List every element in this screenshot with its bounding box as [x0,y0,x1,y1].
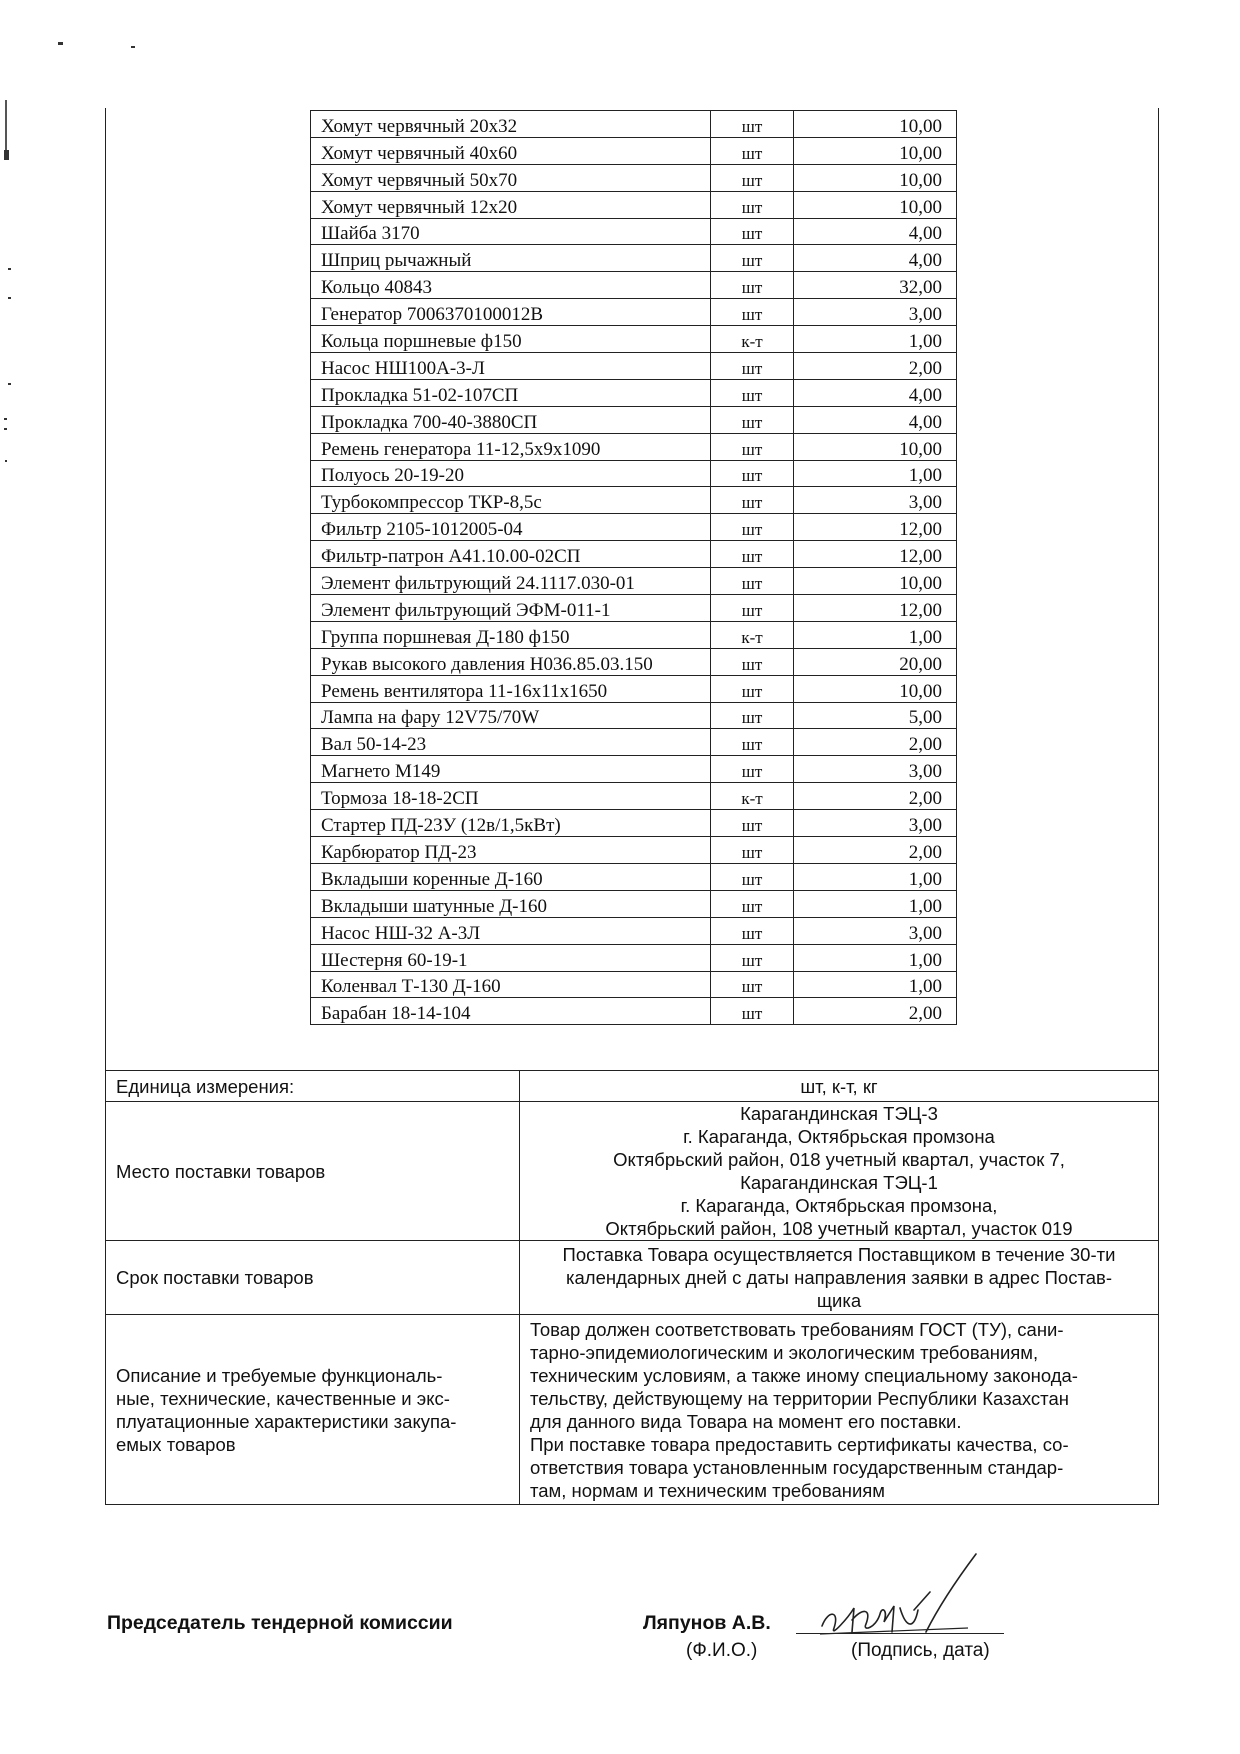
item-name: Стартер ПД-23У (12в/1,5кВт) [311,810,711,837]
place-line: г. Караганда, Октябрьская промзона, [680,1195,998,1216]
item-unit: шт [711,245,794,272]
chairman-title: Председатель тендерной комиссии [107,1612,453,1634]
item-row [311,863,957,890]
item-unit: к-т [711,326,794,353]
place-line: Карагандинская ТЭЦ-3 [740,1103,938,1124]
description-line: тарно-эпидемиологическим и экологическим требованиям, [530,1341,1039,1363]
item-qty: 2,00 [794,353,957,380]
item-row [311,890,957,917]
scan-speck [4,428,7,430]
item-row [311,702,957,729]
item-unit: к-т [711,621,794,648]
place-line: Октябрьский район, 018 учетный квартал, участок 7, [613,1149,1065,1170]
item-qty: 1,00 [794,326,957,353]
frame-right-border [1158,108,1159,1070]
item-unit: шт [711,137,794,164]
item-row [311,137,957,164]
item-name: Хомут червячный 50x70 [311,164,711,191]
description-line: там, нормам и техническим требованиям [530,1479,886,1501]
item-row [311,191,957,218]
item-qty: 1,00 [794,890,957,917]
item-unit: шт [711,890,794,917]
item-qty: 2,00 [794,783,957,810]
item-name: Карбюратор ПД-23 [311,837,711,864]
item-qty: 10,00 [794,191,957,218]
term-line: щика [816,1290,862,1311]
item-qty: 2,00 [794,998,957,1025]
description-line: техническим условиям, а также иному специальному законода- [530,1364,1078,1386]
item-unit: шт [711,863,794,890]
item-name: Ремень генератора 11-12,5x9x1090 [311,433,711,460]
unit-row [106,1071,1159,1102]
description-line: При поставке товара предоставить сертификаты качества, со- [530,1433,1069,1455]
item-row [311,621,957,648]
item-name: Прокладка 51-02-107СП [311,379,711,406]
item-row [311,541,957,568]
item-row [311,164,957,191]
item-row [311,245,957,272]
item-unit: шт [711,433,794,460]
item-name: Генератор 7006370100012В [311,299,711,326]
handwritten-signature [818,1548,988,1648]
item-name: Ремень вентилятора 11-16x11x1650 [311,675,711,702]
item-qty: 1,00 [794,863,957,890]
description-label-line: Описание и требуемые функциональ- [116,1364,443,1386]
item-qty: 2,00 [794,729,957,756]
item-qty: 10,00 [794,111,957,138]
item-row [311,326,957,353]
place-line: Карагандинская ТЭЦ-1 [740,1172,938,1193]
item-qty: 12,00 [794,595,957,622]
item-unit: шт [711,111,794,138]
item-qty: 1,00 [794,944,957,971]
term-row [106,1241,1159,1315]
item-unit: шт [711,702,794,729]
item-name: Вал 50-14-23 [311,729,711,756]
place-label: Место поставки товаров [106,1102,520,1241]
item-unit: шт [711,353,794,380]
item-unit: шт [711,729,794,756]
item-qty: 1,00 [794,460,957,487]
details-table [105,1070,1159,1505]
description-label-line: емых товаров [116,1433,236,1455]
description-line: ответствия товара установленным государственным стандар- [530,1456,1064,1478]
item-name: Тормоза 18-18-2СП [311,783,711,810]
item-name: Кольца поршневые ф150 [311,326,711,353]
item-unit: шт [711,487,794,514]
place-value [520,1102,1159,1241]
item-qty: 32,00 [794,272,957,299]
item-qty: 12,00 [794,541,957,568]
description-row [106,1315,1159,1505]
item-qty: 10,00 [794,164,957,191]
item-unit: шт [711,272,794,299]
item-unit: шт [711,971,794,998]
item-unit: шт [711,541,794,568]
chairman-name: Ляпунов А.В. [643,1612,771,1634]
item-unit: к-т [711,783,794,810]
item-row [311,299,957,326]
item-qty: 3,00 [794,299,957,326]
item-row [311,971,957,998]
item-name: Хомут червячный 12x20 [311,191,711,218]
item-qty: 10,00 [794,675,957,702]
item-row [311,944,957,971]
item-row [311,111,957,138]
fio-caption: (Ф.И.О.) [686,1640,758,1661]
item-qty: 1,00 [794,971,957,998]
place-line: г. Караганда, Октябрьская промзона [683,1126,995,1147]
description-value [520,1315,1159,1505]
unit-value: шт, к-т, кг [520,1071,1159,1102]
item-row [311,460,957,487]
term-value [520,1241,1159,1315]
item-row [311,353,957,380]
item-qty: 12,00 [794,514,957,541]
item-unit: шт [711,406,794,433]
item-unit: шт [711,164,794,191]
scan-speck [4,150,9,160]
scan-speck [131,46,135,48]
item-name: Насос НШ-32 А-3Л [311,917,711,944]
scan-speck [5,460,7,462]
item-qty: 3,00 [794,756,957,783]
item-qty: 3,00 [794,487,957,514]
item-unit: шт [711,191,794,218]
item-qty: 4,00 [794,379,957,406]
item-name: Шестерня 60-19-1 [311,944,711,971]
item-unit: шт [711,837,794,864]
item-name: Фильтр 2105-1012005-04 [311,514,711,541]
item-qty: 10,00 [794,433,957,460]
item-name: Полуось 20-19-20 [311,460,711,487]
scan-speck [8,268,11,270]
items-table [310,110,957,1025]
item-name: Группа поршневая Д-180 ф150 [311,621,711,648]
item-qty: 4,00 [794,218,957,245]
item-row [311,218,957,245]
scan-speck [58,42,63,45]
item-name: Вкладыши коренные Д-160 [311,863,711,890]
item-name: Элемент фильтрующий ЭФМ-011-1 [311,595,711,622]
item-name: Прокладка 700-40-3880СП [311,406,711,433]
description-label [106,1315,520,1505]
item-qty: 5,00 [794,702,957,729]
item-row [311,837,957,864]
item-qty: 4,00 [794,245,957,272]
item-unit: шт [711,379,794,406]
item-row [311,433,957,460]
item-name: Шайба 3170 [311,218,711,245]
place-row [106,1102,1159,1241]
item-qty: 2,00 [794,837,957,864]
item-unit: шт [711,514,794,541]
scan-speck [8,383,11,385]
item-row [311,756,957,783]
item-row [311,675,957,702]
item-name: Турбокомпрессор ТКР-8,5с [311,487,711,514]
items-table-body [311,111,957,1025]
item-row [311,783,957,810]
item-row [311,998,957,1025]
description-label-line: плуатационные характеристики закупа- [116,1410,457,1432]
item-unit: шт [711,675,794,702]
item-name: Насос НШ100А-3-Л [311,353,711,380]
item-name: Рукав высокого давления Н036.85.03.150 [311,648,711,675]
item-row [311,568,957,595]
item-unit: шт [711,944,794,971]
item-qty: 20,00 [794,648,957,675]
item-qty: 1,00 [794,621,957,648]
item-name: Фильтр-патрон А41.10.00-02СП [311,541,711,568]
item-row [311,487,957,514]
description-label-line: ные, технические, качественные и экс- [116,1387,450,1409]
unit-label: Единица измерения: [106,1071,520,1102]
item-row [311,917,957,944]
term-label: Срок поставки товаров [106,1241,520,1315]
item-unit: шт [711,460,794,487]
item-unit: шт [711,648,794,675]
item-unit: шт [711,299,794,326]
item-name: Магнето М149 [311,756,711,783]
item-row [311,595,957,622]
item-unit: шт [711,218,794,245]
item-name: Хомут червячный 20x32 [311,111,711,138]
item-name: Кольцо 40843 [311,272,711,299]
item-row [311,648,957,675]
item-qty: 3,00 [794,810,957,837]
item-unit: шт [711,756,794,783]
item-row [311,406,957,433]
place-line: Октябрьский район, 108 учетный квартал, участок 019 [605,1218,1073,1239]
item-name: Лампа на фару 12V75/70W [311,702,711,729]
description-line: тельству, действующему на территории Республики Казахстан [530,1387,1069,1409]
term-line: Поставка Товара осуществляется Поставщиком в течение 30-ти [562,1244,1116,1265]
scan-speck [8,297,11,299]
item-row [311,272,957,299]
item-name: Барабан 18-14-104 [311,998,711,1025]
scan-speck [4,418,7,420]
item-unit: шт [711,917,794,944]
item-unit: шт [711,568,794,595]
item-qty: 4,00 [794,406,957,433]
description-line: для данного вида Товара на момент его поставки. [530,1410,962,1432]
item-name: Вкладыши шатунные Д-160 [311,890,711,917]
item-name: Коленвал Т-130 Д-160 [311,971,711,998]
item-unit: шт [711,998,794,1025]
item-row [311,810,957,837]
item-qty: 3,00 [794,917,957,944]
scan-speck [5,100,7,150]
item-name: Хомут червячный 40x60 [311,137,711,164]
item-unit: шт [711,810,794,837]
item-name: Шприц рычажный [311,245,711,272]
description-line: Товар должен соответствовать требованиям ГОСТ (ТУ), сани- [530,1318,1064,1340]
item-qty: 10,00 [794,137,957,164]
item-unit: шт [711,595,794,622]
frame-left-border [105,108,106,1070]
item-row [311,379,957,406]
sign-date-caption: (Подпись, дата) [851,1640,990,1661]
term-line: календарных дней с даты направления заявки в адрес Постав- [566,1267,1112,1288]
item-row [311,729,957,756]
item-qty: 10,00 [794,568,957,595]
item-row [311,514,957,541]
item-name: Элемент фильтрующий 24.1117.030-01 [311,568,711,595]
